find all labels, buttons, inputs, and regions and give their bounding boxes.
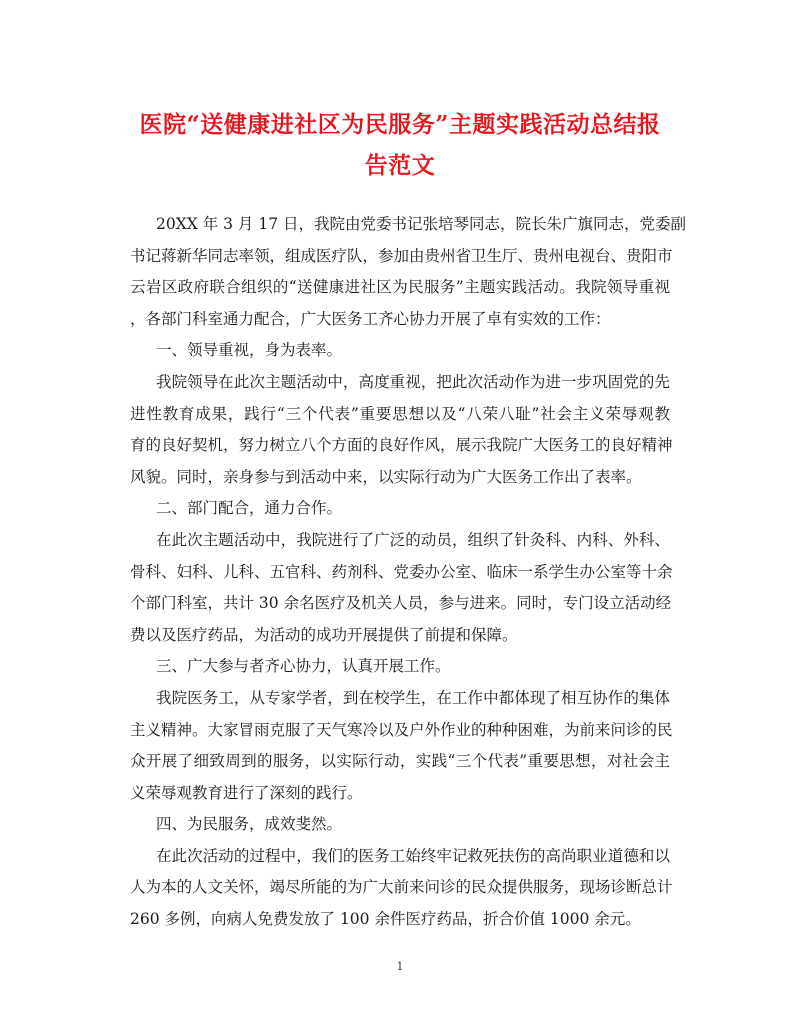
- body-line: 费以及医疗药品，为活动的成功开展提供了前提和保障。: [130, 625, 518, 644]
- section-heading: 一、领导重视，身为表率。: [156, 341, 343, 360]
- title-line-1: 医院“送健康进社区为民服务”主题实践活动总结报: [139, 111, 661, 138]
- section-heading: 三、广大参与者齐心协力，认真开展工作。: [156, 657, 451, 676]
- section-heading: 四、为民服务，成效斐然。: [156, 815, 343, 834]
- body-line: 人为本的人文关怀，竭尽所能的为广大前来问诊的民众提供服务，现场诊断总计: [130, 878, 673, 897]
- body-line: 育的良好契机，努力树立八个方面的良好作风，展示我院广大医务工的良好精神: [130, 436, 673, 455]
- body-line: 众开展了细致周到的服务，以实际行动，实践“三个代表”重要思想，对社会主: [130, 752, 670, 771]
- body-line: ，各部门科室通力配合，广大医务工齐心协力开展了卓有实效的工作：: [130, 309, 611, 328]
- title-line-2: 告范文: [364, 152, 436, 179]
- body-line: 骨科、妇科、儿科、五官科、药剂科、党委办公室、临床一系学生办公室等十余: [130, 562, 673, 581]
- body-line: 我院领导在此次主题活动中，高度重视，把此次活动作为进一步巩固党的先: [156, 372, 670, 391]
- document-title: [110, 104, 690, 186]
- page-number: 1: [396, 960, 404, 973]
- body-line: 风貌。同时，亲身参与到活动中来，以实际行动为广大医务工作出了表率。: [130, 467, 642, 486]
- section-heading: 二、部门配合，通力合作。: [156, 499, 343, 518]
- body-line: 260 多例，向病人免费发放了 100 余件医疗药品，折合价值 1000 余元。: [130, 910, 641, 929]
- body-line: 云岩区政府联合组织的“送健康进社区为民服务”主题实践活动。我院领导重视: [130, 278, 670, 297]
- body-line: 个部门科室，共计 30 余名医疗及机关人员，参与进来。同时，专门设立活动经: [130, 594, 672, 613]
- body-line: 进性教育成果，践行“三个代表”重要思想以及“八荣八耻”社会主义荣辱观教: [130, 404, 670, 423]
- body-line: 书记蒋新华同志率领，组成医疗队，参加由贵州省卫生厅、贵州电视台、贵阳市: [130, 246, 673, 265]
- body-line: 在此次主题活动中，我院进行了广泛的动员，组织了针灸科、内科、外科、: [156, 530, 670, 549]
- body-line: 20XX 年 3 月 17 日，我院由党委书记张培琴同志，院长朱广旗同志，党委副: [156, 215, 687, 233]
- body-line: 在此次活动的过程中，我们的医务工始终牢记救死扶伤的高尚职业道德和以: [156, 846, 670, 865]
- body-line: 主义精神。大家冒雨克服了天气寒冷以及户外作业的种种困难，为前来问诊的民: [130, 720, 673, 739]
- body-line: 义荣辱观教育进行了深刻的践行。: [130, 783, 363, 802]
- document-body: [130, 209, 687, 936]
- body-line: 我院医务工，从专家学者，到在校学生，在工作中都体现了相互协作的集体: [156, 688, 670, 707]
